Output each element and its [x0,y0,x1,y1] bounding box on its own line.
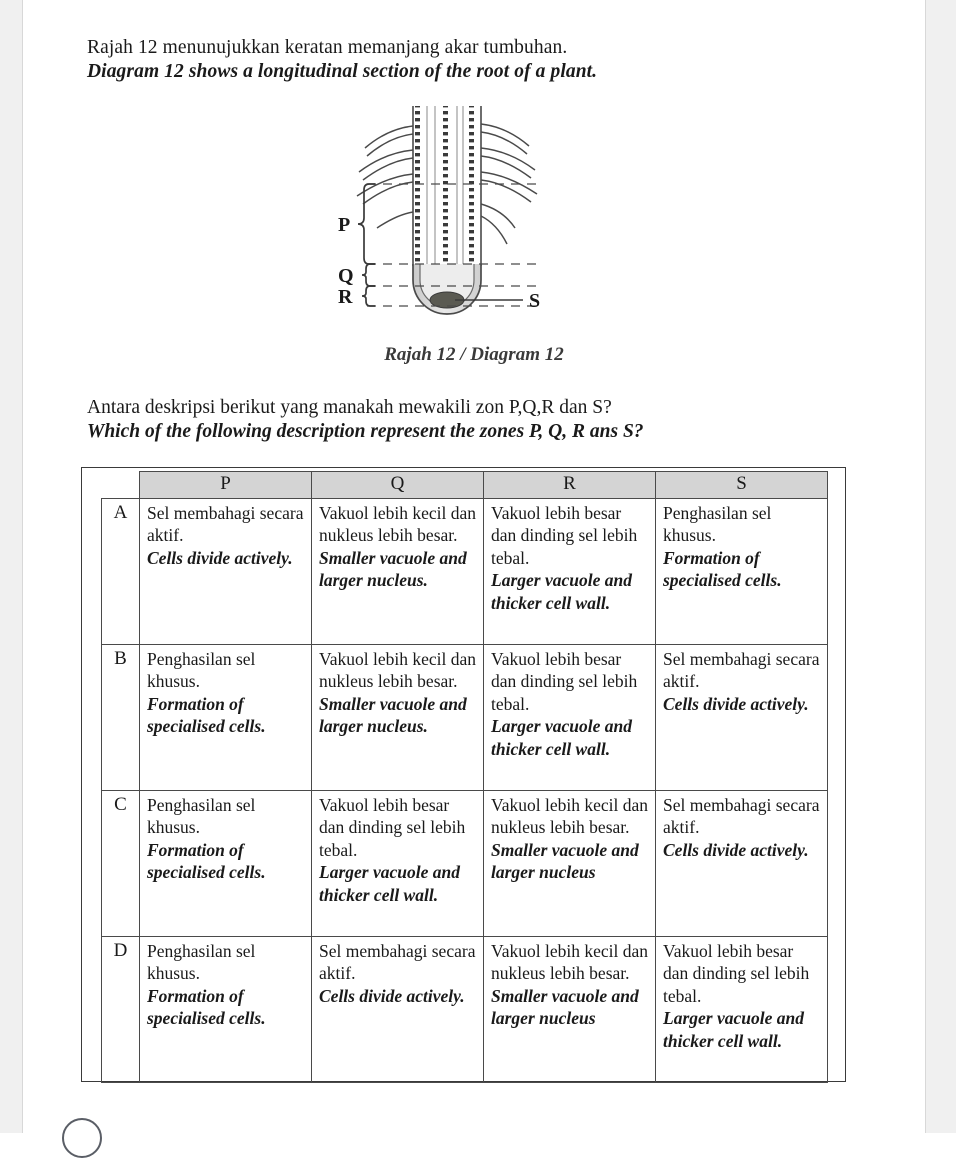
zone-brace-q [362,264,375,286]
cell-text-malay: Vakuol lebih kecil dan nukleus lebih besar. [491,794,648,837]
cell-c-p [140,790,312,936]
intro-malay: Rajah 12 menunujukkan keratan memanjang akar tumbuhan. [87,37,568,58]
cell-text-english: Larger vacuole and thicker cell wall. [319,862,460,905]
cell-text-malay: Penghasilan sel khusus. [147,648,256,691]
cell-text-english: Larger vacuole and thicker cell wall. [491,570,632,613]
cell-text-english: Formation of specialised cells. [663,547,782,590]
vascular-band-right [469,106,474,266]
header-blank [102,472,140,499]
cell-text-english: Smaller vacuole and larger nucleus. [319,693,467,736]
cell-text-malay: Sel membahagi secara aktif. [663,648,820,691]
root-hairs-left [357,126,413,228]
cell-b-p [140,644,312,790]
option-letter-d: D [102,936,140,1082]
table-row[interactable] [102,644,828,790]
cell-text-english: Formation of specialised cells. [147,985,266,1028]
column-header-r: R [484,472,656,499]
cell-a-r [484,498,656,644]
radio-button-icon[interactable] [62,1118,102,1158]
vascular-band-mid [443,106,448,266]
left-page-margin [0,0,23,1133]
right-page-margin [925,0,956,1133]
intro-text [87,36,727,84]
table-row[interactable] [102,790,828,936]
cell-text-english: Smaller vacuole and larger nucleus [491,839,639,882]
cell-text-malay: Vakuol lebih besar dan dinding sel lebih tebal. [491,502,638,568]
option-letter-a: A [102,498,140,644]
diagram-label-r: R [338,286,353,308]
question-malay: Antara deskripsi berikut yang manakah mewakili zon P,Q,R dan S? [87,397,612,418]
cell-text-malay: Penghasilan sel khusus. [663,502,772,545]
cell-text-malay: Vakuol lebih kecil dan nukleus lebih besar. [319,502,476,545]
cell-d-q [312,936,484,1082]
cell-text-english: Smaller vacuole and larger nucleus [491,985,639,1028]
cell-text-english: Cells divide actively. [147,547,293,568]
cell-text-malay: Sel membahagi secara aktif. [147,502,304,545]
cell-text-malay: Penghasilan sel khusus. [147,940,256,983]
cell-text-malay: Sel membahagi secara aktif. [663,794,820,837]
column-header-q: Q [312,472,484,499]
cell-c-r [484,790,656,936]
zone-brace-r [362,286,375,306]
column-header-p: P [140,472,312,499]
cell-d-p [140,936,312,1082]
answer-options-table [101,471,828,1083]
cell-text-malay: Vakuol lebih kecil dan nukleus lebih besar. [491,940,648,983]
cell-text-english: Formation of specialised cells. [147,693,266,736]
cell-text-english: Cells divide actively. [663,839,809,860]
vascular-band-left [415,106,420,266]
cell-text-malay: Vakuol lebih besar dan dinding sel lebih tebal. [319,794,466,860]
cell-text-english: Cells divide actively. [319,985,465,1006]
page-content [23,0,925,1133]
cell-d-s [656,936,828,1082]
cell-c-q [312,790,484,936]
zone-brace-p [358,184,375,264]
answer-options-box [81,467,846,1082]
cell-b-q [312,644,484,790]
cell-b-s [656,644,828,790]
cell-text-malay: Vakuol lebih besar dan dinding sel lebih tebal. [663,940,810,1006]
figure-caption: Rajah 12 / Diagram 12 [384,344,564,365]
option-letter-b: B [102,644,140,790]
cell-text-english: Cells divide actively. [663,693,809,714]
cell-a-q [312,498,484,644]
cell-text-english: Larger vacuole and thicker cell wall. [491,716,632,759]
cell-text-malay: Penghasilan sel khusus. [147,794,256,837]
option-letter-c: C [102,790,140,936]
cell-text-english: Smaller vacuole and larger nucleus. [319,547,467,590]
cell-text-english: Formation of specialised cells. [147,839,266,882]
cell-a-p [140,498,312,644]
root-longitudinal-section-svg [23,104,903,344]
cell-text-malay: Vakuol lebih kecil dan nukleus lebih besar. [319,648,476,691]
table-row[interactable] [102,498,828,644]
table-row[interactable] [102,936,828,1082]
cell-d-r [484,936,656,1082]
root-diagram [23,104,925,372]
table-header-row [102,472,828,499]
diagram-label-q: Q [338,265,354,287]
cell-text-malay: Sel membahagi secara aktif. [319,940,476,983]
question-text [87,396,807,444]
column-header-s: S [656,472,828,499]
cell-text-malay: Vakuol lebih besar dan dinding sel lebih tebal. [491,648,638,714]
cell-b-r [484,644,656,790]
question-english: Which of the following description represent the zones P, Q, R ans S? [87,421,644,442]
cell-c-s [656,790,828,936]
cell-text-english: Larger vacuole and thicker cell wall. [663,1008,804,1051]
diagram-label-p: P [338,214,351,236]
cell-a-s [656,498,828,644]
diagram-label-s: S [529,290,541,312]
intro-english: Diagram 12 shows a longitudinal section of the root of a plant. [87,61,598,82]
